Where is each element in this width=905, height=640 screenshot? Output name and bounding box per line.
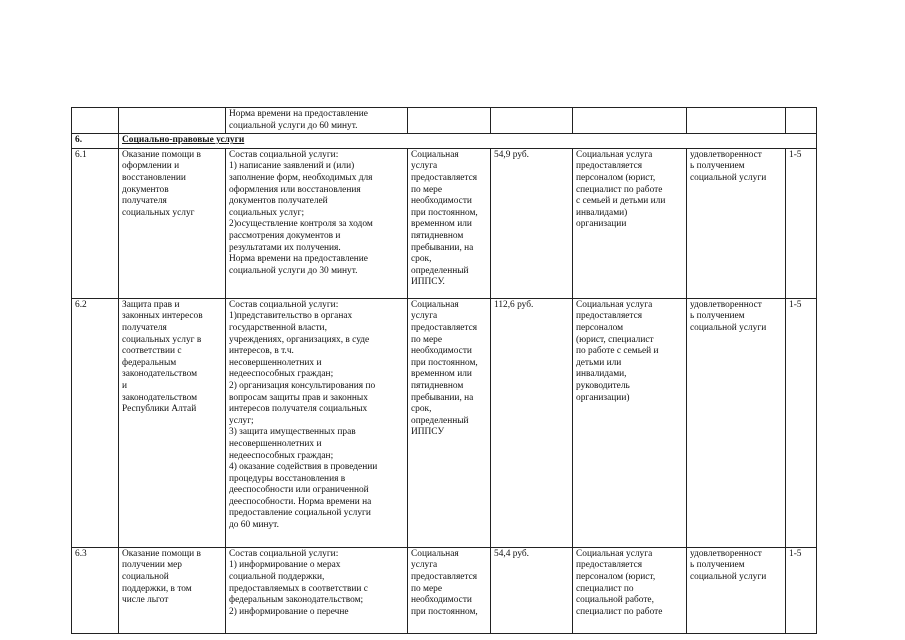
cell-content: Состав социальной услуги: 1)представительство в органах государственной власти, учреждениях, организациях, в суде интересов, в т.ч. несовершеннолетних и недееспособных граждан; 2) организация консультирования по вопросам защиты прав и законных интересов получателя социальных услуг; 3) защита имущественных прав несовершеннолетних и недееспособных граждан; 4) оказание содействия в проведении процедуры восстановления в дееспособности или ограниченной дееспособности. Норма времени на предоставление социальной услуги до 60 минут. [226,298,408,547]
cell-num: 6.2 [72,298,119,547]
table-row [72,148,817,298]
cell-indicator [687,108,786,134]
cell-staff: Социальная услуга предоставляется персоналом (юрист, специалист по работе с семьей и детьми или инвалидами) организации [573,148,687,298]
cell-staff [573,108,687,134]
cell-name: Защита прав и законных интересов получателя социальных услуг в соответствии с федеральным законодательством и законодательством Республики Алтай [119,298,226,547]
section-number: 6. [72,134,119,149]
cell-name [119,108,226,134]
cell-num: 6.1 [72,148,119,298]
cell-rating: 1-5 [786,547,817,633]
cell-num [72,108,119,134]
cell-content: Состав социальной услуги: 1) информирование о мерах социальной поддержки, предоставляемых в соответствии с федеральным законодательством; 2) информирование о перечне [226,547,408,633]
section-title: Социально-правовые услуги [122,135,245,146]
cell-rating: 1-5 [786,148,817,298]
cell-name: Оказание помощи в оформлении и восстановлении документов получателя социальных услуг [119,148,226,298]
cell-staff: Социальная услуга предоставляется персоналом (юрист, специалист по социальной работе, специалист по работе [573,547,687,633]
cell-num: 6.3 [72,547,119,633]
table-row [72,298,817,547]
cell-content: Состав социальной услуги: 1) написание заявлений и (или) заполнение форм, необходимых для оформления или восстановления документов получателей социальных услуг; 2)осуществление контроля за ходом рассмотрения документов и результатами их получения. Норма времени на предоставление социальной услуги до 30 минут. [226,148,408,298]
cell-indicator: удовлетворенност ь получением социальной услуги [687,298,786,547]
cell-conditions [408,108,491,134]
section-title-cell [119,134,817,149]
cell-indicator: удовлетворенност ь получением социальной услуги [687,547,786,633]
table-row [72,108,817,134]
cell-staff: Социальная услуга предоставляется персоналом (юрист, специалист по работе с семьей и детьми или инвалидами, руководитель организации) [573,298,687,547]
cell-price: 112,6 руб. [491,298,573,547]
cell-price: 54,4 руб. [491,547,573,633]
cell-conditions: Социальная услуга предоставляется по мере необходимости при постоянном, временном или пятидневном пребывании, на срок, определенный ИППСУ. [408,148,491,298]
cell-conditions: Социальная услуга предоставляется по мере необходимости при постоянном, [408,547,491,633]
section-row [72,134,817,149]
table-row [72,547,817,633]
cell-price [491,108,573,134]
cell-rating [786,108,817,134]
cell-rating: 1-5 [786,298,817,547]
cell-name: Оказание помощи в получении мер социальной поддержки, в том числе льгот [119,547,226,633]
cell-conditions: Социальная услуга предоставляется по мере необходимости при постоянном, временном или пятидневном пребывании, на срок, определенный ИППСУ [408,298,491,547]
cell-price: 54,9 руб. [491,148,573,298]
cell-indicator: удовлетворенност ь получением социальной услуги [687,148,786,298]
services-table [71,107,817,634]
cell-content: Норма времени на предоставление социальной услуги до 60 минут. [226,108,408,134]
